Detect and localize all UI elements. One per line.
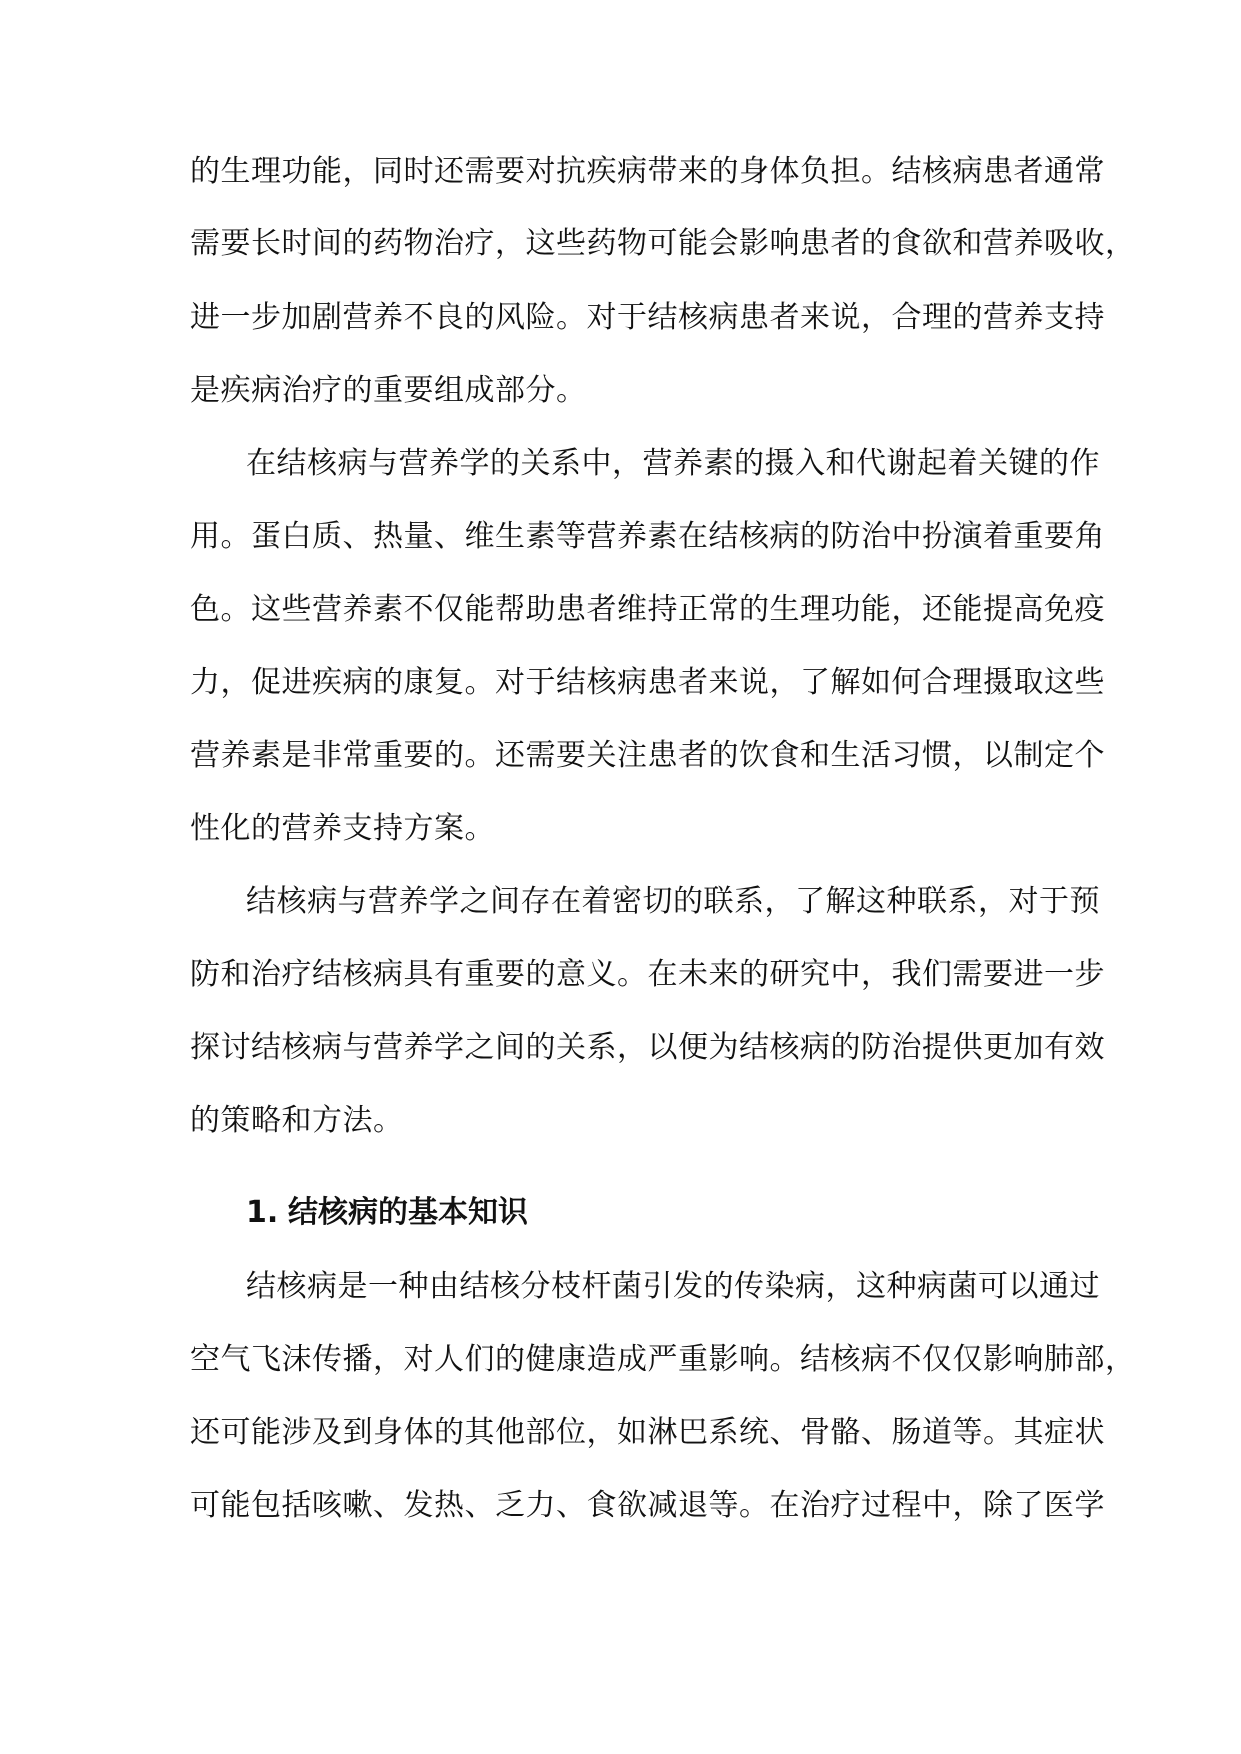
paragraph-line: 需要长时间的药物治疗，这些药物可能会影响患者的食欲和营养吸收， — [190, 226, 1136, 261]
paragraph-line: 的生理功能，同时还需要对抗疾病带来的身体负担。结核病患者通常 — [190, 154, 1105, 189]
section-title: 结核病的基本知识 — [288, 1195, 528, 1230]
paragraph-line: 还可能涉及到身体的其他部位，如淋巴系统、骨骼、肠道等。其症状 — [190, 1415, 1105, 1450]
paragraph-line: 探讨结核病与营养学之间的关系，以便为结核病的防治提供更加有效 — [190, 1030, 1105, 1065]
paragraph-line: 性化的营养支持方案。 — [190, 811, 495, 846]
paragraph-line: 用。蛋白质、热量、维生素等营养素在结核病的防治中扮演着重要角 — [190, 519, 1105, 554]
paragraph-line: 力，促进疾病的康复。对于结核病患者来说，了解如何合理摄取这些 — [190, 665, 1105, 700]
paragraph-line: 可能包括咳嗽、发热、乏力、食欲减退等。在治疗过程中，除了医学 — [190, 1488, 1105, 1523]
paragraph-line: 空气飞沫传播，对人们的健康造成严重影响。结核病不仅仅影响肺部， — [190, 1342, 1136, 1377]
paragraph-line: 结核病是一种由结核分枝杆菌引发的传染病，这种病菌可以通过 — [246, 1269, 1100, 1304]
paragraph-line: 的策略和方法。 — [190, 1103, 404, 1138]
section-heading — [246, 1193, 1090, 1233]
paragraph-line: 进一步加剧营养不良的风险。对于结核病患者来说，合理的营养支持 — [190, 300, 1105, 335]
paragraph-line: 色。这些营养素不仅能帮助患者维持正常的生理功能，还能提高免疫 — [190, 592, 1105, 627]
paragraph-line: 防和治疗结核病具有重要的意义。在未来的研究中，我们需要进一步 — [190, 957, 1105, 992]
paragraph-line: 在结核病与营养学的关系中，营养素的摄入和代谢起着关键的作 — [246, 446, 1100, 481]
section-number: 1. — [246, 1195, 279, 1230]
paragraph-line: 结核病与营养学之间存在着密切的联系，了解这种联系，对于预 — [246, 884, 1100, 919]
paragraph-line: 是疾病治疗的重要组成部分。 — [190, 373, 587, 408]
paragraph-line: 营养素是非常重要的。还需要关注患者的饮食和生活习惯，以制定个 — [190, 738, 1105, 773]
